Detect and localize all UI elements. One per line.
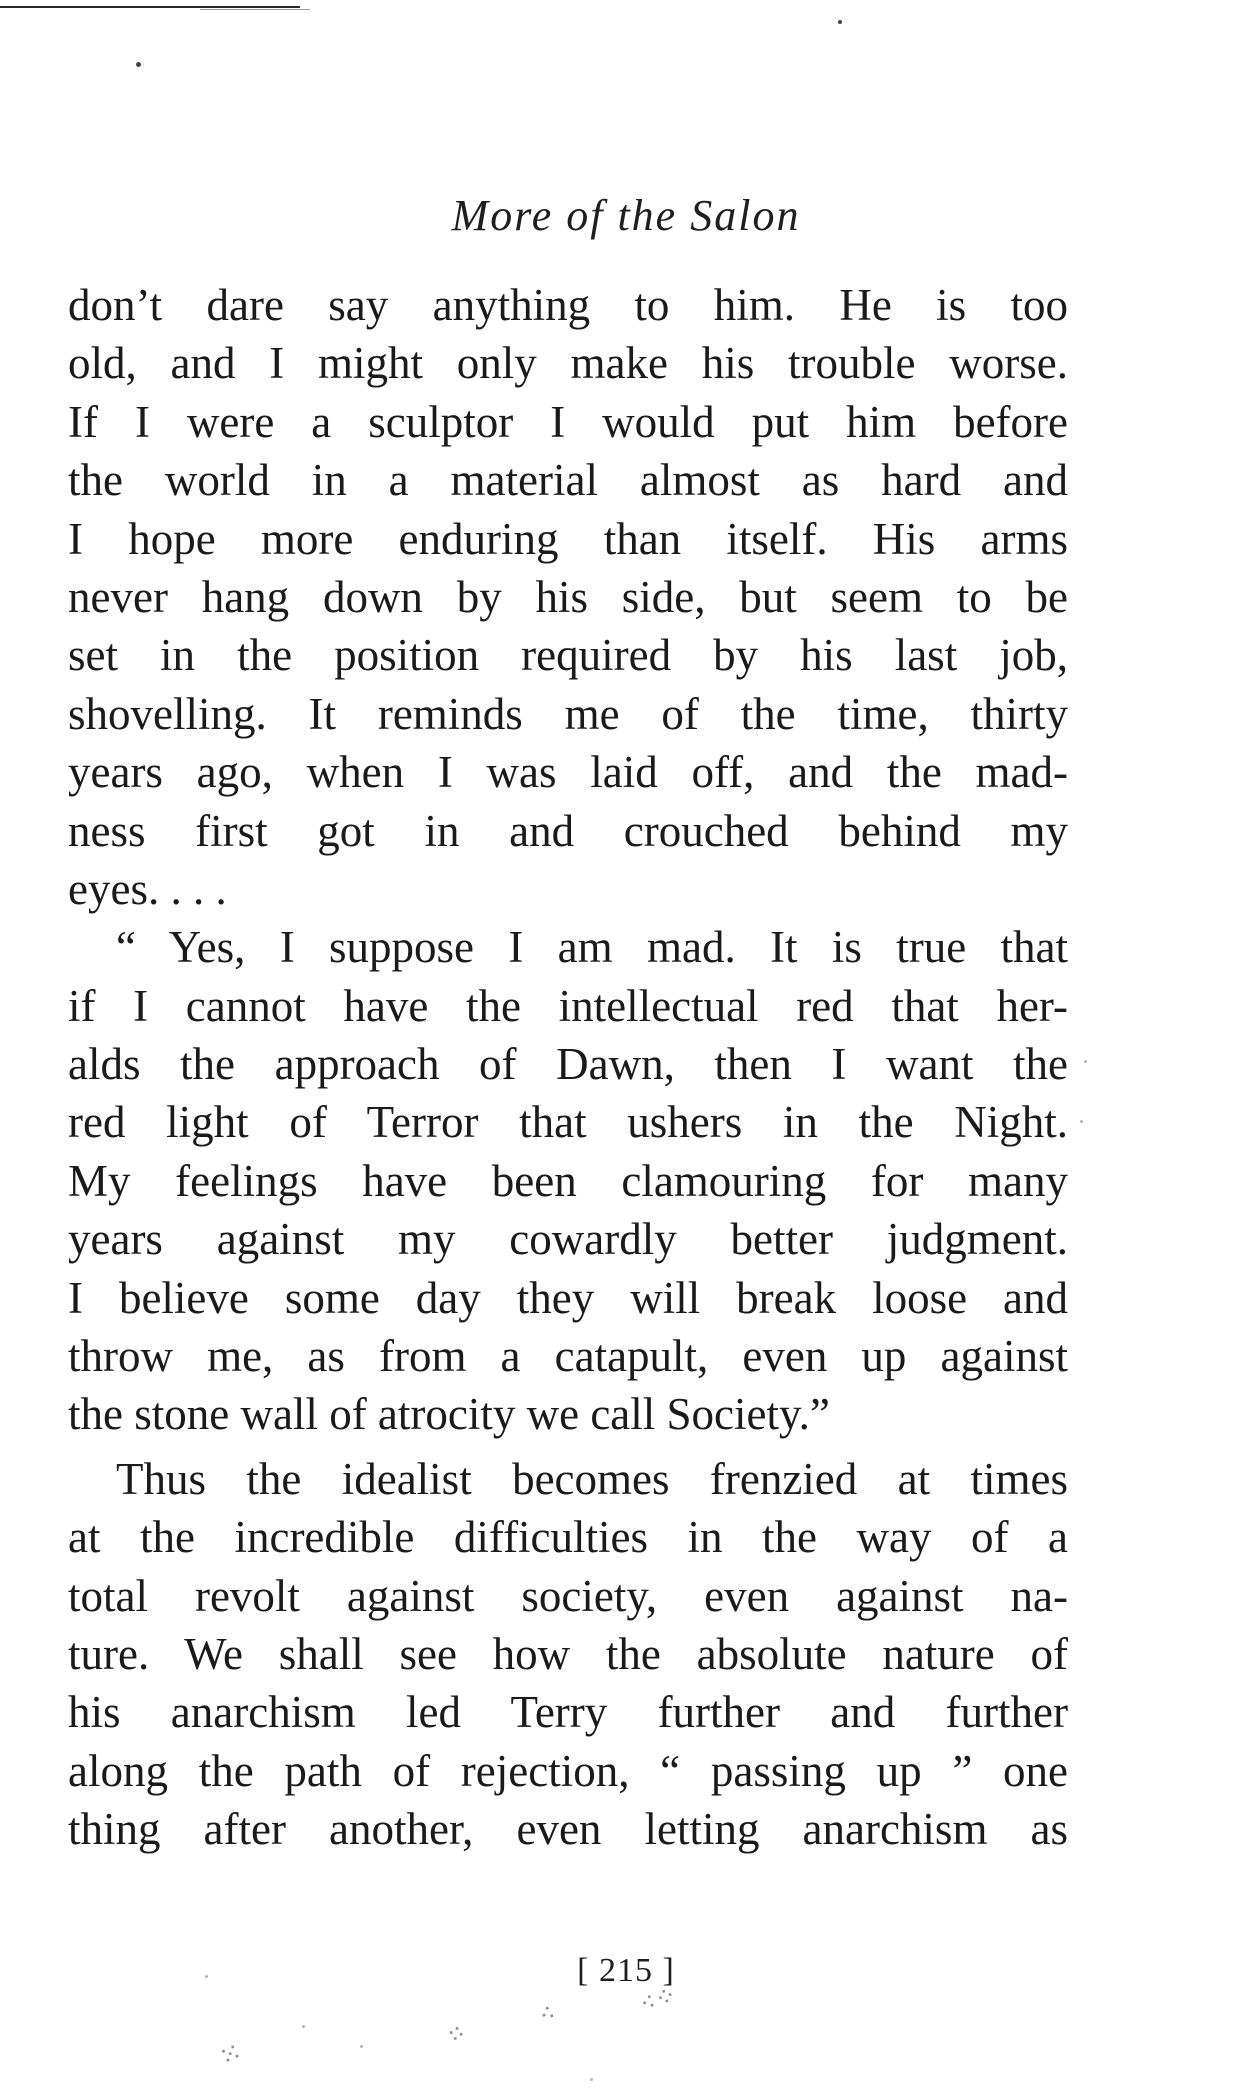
text-line: his anarchism led Terry further and further — [68, 1687, 1068, 1738]
paper-scuff — [1084, 1060, 1087, 1063]
text-line: If I were a sculptor I would put him before — [68, 396, 1068, 447]
paper-scuff — [590, 2078, 593, 2081]
text-line: I hope more enduring than itself. His arms — [68, 513, 1068, 564]
stamp-residue: ⁖ — [533, 1998, 562, 2032]
stamp-residue: ⁙ — [214, 2036, 248, 2074]
text-line: if I cannot have the intellectual red that her- — [68, 980, 1068, 1031]
text-line: set in the position required by his last job, — [68, 630, 1068, 681]
text-line: don’t dare say anything to him. He is too — [68, 280, 1068, 330]
text-line: Thus the idealist becomes frenzied at times — [116, 1453, 1068, 1504]
body-text — [68, 276, 1068, 1859]
top-rule-faint — [200, 9, 310, 10]
text-line: thing after another, even letting anarchism as — [68, 1804, 1068, 1855]
text-line: “ Yes, I suppose I am mad. It is true that — [116, 922, 1068, 973]
text-line: years against my cowardly better judgment. — [68, 1214, 1068, 1265]
text-line: at the incredible difficulties in the way of a — [68, 1512, 1068, 1563]
paper-scuff — [302, 2025, 305, 2028]
text-line: the world in a material almost as hard and — [68, 455, 1068, 506]
ink-speck — [838, 20, 842, 24]
text-line: eyes. . . . — [68, 863, 227, 914]
paper-scuff — [360, 2045, 363, 2048]
text-line: years ago, when I was laid off, and the mad- — [68, 747, 1068, 798]
stamp-residue: ⁘ — [442, 2018, 470, 2052]
stamp-residue: ⁖⁘ — [636, 1980, 681, 2020]
text-line: My feelings have been clamouring for many — [68, 1155, 1068, 1206]
text-line: I believe some day they will break loose and — [68, 1272, 1068, 1323]
running-head: More of the Salon — [451, 191, 801, 240]
text-line: old, and I might only make his trouble worse. — [68, 338, 1068, 389]
paper-scuff — [1080, 1120, 1083, 1123]
page-number: [ 215 ] — [577, 1952, 675, 1989]
text-line: along the path of rejection, “ passing up ” one — [68, 1745, 1068, 1796]
text-line: ness first got in and crouched behind my — [68, 805, 1068, 856]
text-line: red light of Terror that ushers in the Night. — [68, 1097, 1068, 1148]
text-line: shovelling. It reminds me of the time, thirty — [68, 688, 1068, 739]
text-line: alds the approach of Dawn, then I want the — [68, 1039, 1068, 1090]
ink-speck — [136, 62, 141, 67]
top-rule — [0, 6, 300, 8]
text-line: never hang down by his side, but seem to be — [68, 571, 1068, 622]
text-line: ture. We shall see how the absolute nature of — [68, 1628, 1068, 1679]
text-line: the stone wall of atrocity we call Society.” — [68, 1389, 830, 1440]
text-line: throw me, as from a catapult, even up against — [68, 1331, 1068, 1382]
paper-scuff — [205, 1975, 208, 1978]
text-line: total revolt against society, even against na- — [68, 1570, 1068, 1621]
